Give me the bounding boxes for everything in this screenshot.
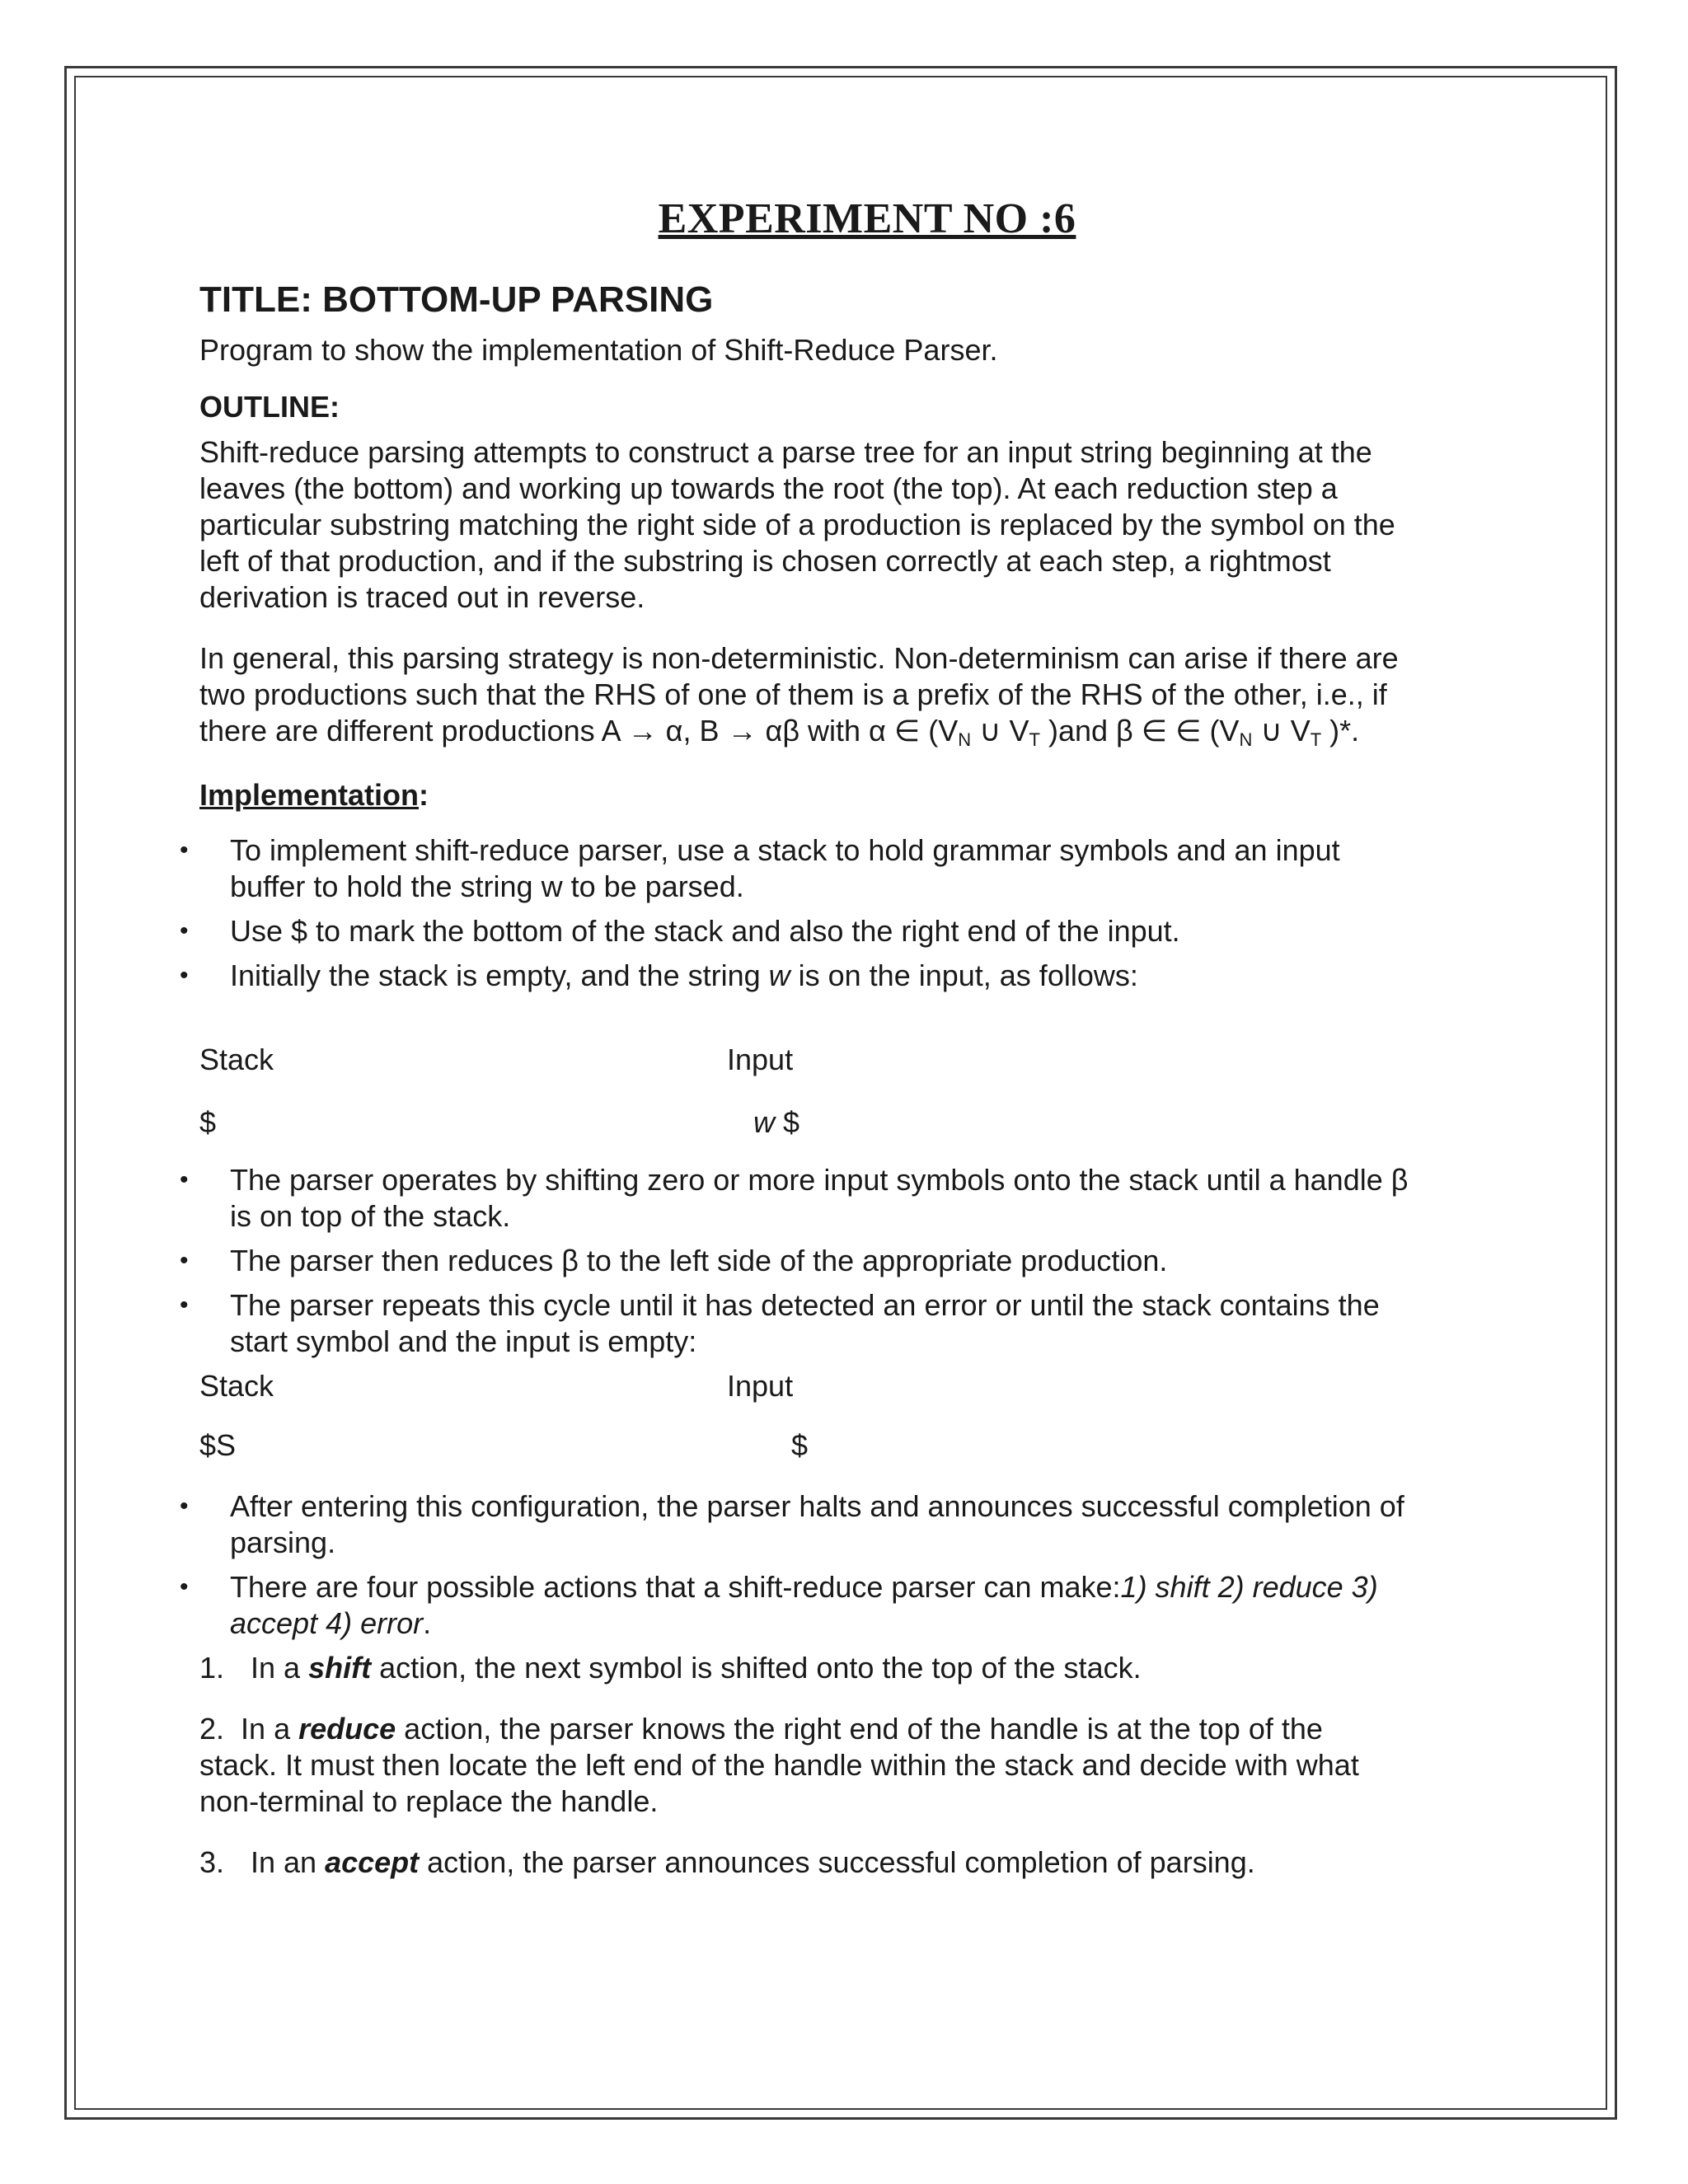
table1-stack-value: $	[199, 1105, 217, 1139]
table2-stack-header: Stack	[199, 1369, 274, 1403]
document-content	[180, 194, 1502, 1881]
table2-header-row	[199, 1368, 1502, 1404]
table2-input-value: $	[791, 1428, 809, 1462]
list-item: • There are four possible actions that a shift-reduce parser can make:1) shift 2) reduce 3) accept 4) error.	[180, 1570, 1378, 1640]
list-item: • The parser repeats this cycle until it has detected an error or until the stack contains the start symbol and the input is empty:	[180, 1288, 1380, 1358]
table1-stack-header: Stack	[199, 1043, 274, 1076]
outline-p2-line-1: In general, this parsing strategy is non-deterministic. Non-determinism can arise if there are	[199, 641, 1399, 675]
outline-p1-line-2: leaves (the bottom) and working up towards the root (the top). At each reduction step a	[199, 471, 1338, 505]
outline-p1-line-5: derivation is traced out in reverse.	[199, 580, 645, 614]
list-item: • The parser operates by shifting zero or more input symbols onto the stack until a handle β is on top of the stack.	[180, 1163, 1409, 1233]
outline-p2-line-2: two productions such that the RHS of one of them is a prefix of the RHS of the other, i.e., if	[199, 677, 1387, 711]
outline-p2-line-3: there are different productions A → α, B → αβ with α ∈ ($V_N$ ∪ $V_T$ )and β ∈ ∈ ($V_N$ ∪ $V_T$ )*.	[199, 714, 1360, 750]
table1-value-row	[199, 1104, 1502, 1141]
bullet-list-3	[180, 1488, 1502, 1642]
bullet-list-1	[180, 832, 1502, 994]
outline-paragraph-1	[199, 434, 1502, 616]
table1-input-header: Input	[727, 1043, 794, 1076]
outline-p1-line-1: Shift-reduce parsing attempts to construct a parse tree for an input string beginning at the	[199, 435, 1372, 469]
table2-input-header: Input	[727, 1369, 794, 1403]
list-item: • Initially the stack is empty, and the string w is on the input, as follows:	[180, 958, 1138, 992]
table2-value-row	[199, 1427, 1502, 1464]
table1-input-value: w $	[753, 1105, 800, 1139]
list-item: • After entering this configuration, the parser halts and announces successful completion of parsing.	[180, 1489, 1404, 1559]
numbered-item-3: 3. In an accept action, the parser announces successful completion of parsing.	[199, 1845, 1255, 1879]
list-item: • The parser then reduces β to the left side of the appropriate production.	[180, 1244, 1168, 1277]
table2-stack-value: $S	[199, 1428, 237, 1462]
implementation-heading: Implementation:	[199, 778, 429, 812]
outline-paragraph-2	[199, 640, 1502, 758]
numbered-item-2: 2. In a reduce action, the parser knows the right end of the handle is at the top of the stack. It must then locate the left end of the handle within the stack and decide with what non-terminal to replace the handle.	[199, 1712, 1359, 1818]
outline-heading: OUTLINE:	[199, 390, 340, 424]
document-title: TITLE: BOTTOM-UP PARSING	[199, 279, 714, 320]
list-item: • Use $ to mark the bottom of the stack and also the right end of the input.	[180, 914, 1180, 948]
outline-p1-line-4: left of that production, and if the substring is chosen correctly at each step, a rightmost	[199, 544, 1331, 578]
bullet-list-2	[180, 1162, 1502, 1360]
experiment-title: EXPERIMENT NO :6	[658, 195, 1076, 242]
program-description: Program to show the implementation of Shift-Reduce Parser.	[199, 333, 998, 367]
outline-p1-line-3: particular substring matching the right side of a production is replaced by the symbol on the	[199, 508, 1395, 541]
list-item: • To implement shift-reduce parser, use a stack to hold grammar symbols and an input buffer to hold the string w to be parsed.	[180, 833, 1340, 903]
numbered-item-1: 1. In a shift action, the next symbol is shifted onto the top of the stack.	[199, 1651, 1142, 1685]
table1-header-row	[199, 1042, 1502, 1078]
